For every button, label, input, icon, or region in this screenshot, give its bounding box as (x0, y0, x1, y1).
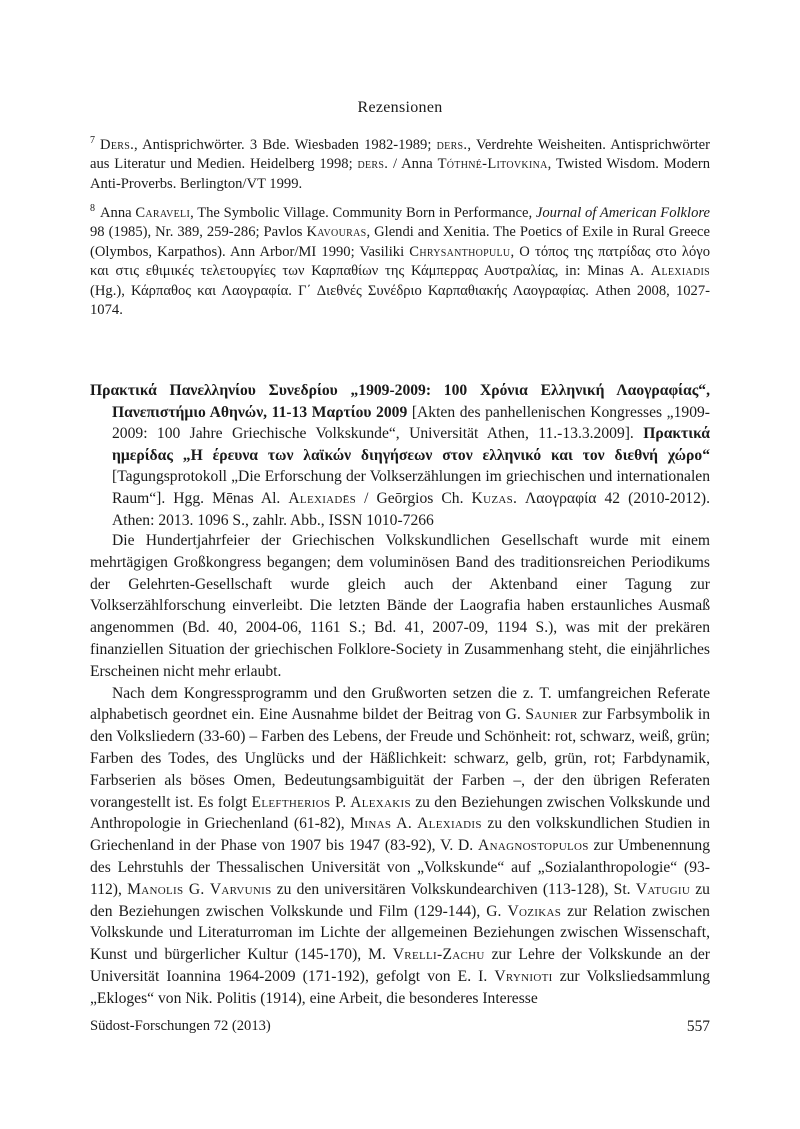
running-header: Rezensionen (357, 99, 443, 116)
journal-citation: Südost-Forschungen 72 (2013) (90, 1018, 271, 1034)
review-citation: Πρακτικά Πανελληνίου Συνεδρίου „1909-2009: 100 Χρόνια Ελληνική Λαογραφίας“, Πανεπιστήμιο Αθηνών, 11-13 Μαρτίου 2009 [Akten des panhellenischen Kongresses „1909-2009: 100 Jahre Griechische Volkskunde“, Universität Athen, 11.-13.3.2009]. Πρακτικά ημερίδας „Η έρευνα των λαϊκών διηγήσεων στον ελληνικό και τον διεθνή χώρο“ [Tagungsprotokoll „Die Erforschung der Volkserzählungen im griechischen und internationalen Raum“]. Hgg. Mēnas Al. Alexiadēs / Geōrgios Ch. Kuzas. Λαογραφία 42 (2010-2012). Athen: 2013. 1096 S., zahlr. Abb., ISSN 1010-7266 (90, 382, 710, 529)
footnote-number: 8 (90, 202, 95, 214)
footnote-7: $^7$ Ders., Antisprichwörter. 3 Bde. Wiesbaden 1982-1989; ders., Verdrehte Weisheiten. Antisprichwörter aus Literatur und Medien. Heidelberg 1998; ders. / Anna Tóthné-Litovkina, Twisted Wisdom. Modern Anti-Proverbs. Berlington/VT 1999. (90, 135, 710, 193)
review-body (90, 530, 710, 1010)
footnote-number: 7 (90, 135, 95, 146)
paragraph-1: Die Hundertjahrfeier der Griechischen Volkskundlichen Gesellschaft wurde mit einem mehrtägigen Großkongress begangen; dem voluminösen Band des traditionsreichen Periodikums der Gelehrten-Gesellschaft wurde gleich auch der Aktenband einer Tagung zur Volkserzählforschung einverleibt. Die letzten Bände der Laografia haben erstaunliches Ausmaß angenommen (Bd. 40, 2004-06, 1161 S.; Bd. 41, 2007-09, 1194 S.), was mit der prekären finanziellen Situation der griechischen Folklore-Society in Zusammenhang steht, die einjährliches Erscheinen nicht mehr erlaubt. (90, 532, 710, 680)
page-footer (90, 1018, 710, 1036)
paragraph-2: Nach dem Kongressprogramm und den Grußworten setzen die z. T. umfangreichen Referate alphabetisch geordnet ein. Eine Ausnahme bildet der Beitrag von G. Saunier zur Farbsymbolik in den Volksliedern (33-60) – Farben des Lebens, der Freude und Schönheit: rot, schwarz, weiß, grün; Farben des Todes, des Unglücks und der Häßlichkeit: schwarz, gelb, grün, rot; Farbdynamik, Farbserien als böses Omen, Bedeutungsambiguität der Farben –, der den übrigen Referaten vorangestellt ist. Es folgt Eleftherios P. Alexakis zu den Beziehungen zwischen Volkskunde und Anthropologie in Griechenland (61-82), Minas A. Alexiadis zu den volkskundlichen Studien in Griechenland in der Phase von 1907 bis 1947 (83-92), V. D. Anagnostopulos zur Umbenennung des Lehrstuhls der Thessalischen Universität von „Volkskunde“ auf „Sozialanthropologie“ (93-112), Manolis G. Varvunis zu den universitären Volkskundearchiven (113-128), St. Vatugiu zu den Beziehungen zwischen Volkskunde und Film (129-144), G. Vozikas zur Relation zwischen Volkskunde und Literaturroman im Lichte der allgemeinen Beziehungen zwischen Wissenschaft, Kunst und bürgerlicher Kultur (145-170), M. Vrelli-Zachu zur Lehre der Volkskunde an der Universität Ioannina 1964-2009 (171-192), gefolgt von E. I. Vryniοti zur Volksliedsammlung „Ekloges“ von Nik. Politis (1914), eine Arbeit, die besonderes Interesse (90, 684, 711, 1007)
footnote-8: $^8$ Anna Caraveli, The Symbolic Village. Community Born in Performance, Journal of American Folklore 98 (1985), Nr. 389, 259-286; Pavlos Kavouras, Glendi and Xenitia. The Poetics of Exile in Rural Greece (Olymbos, Karpathos). Ann Arbor/MI 1990; Vasiliki Chrysanthopulu, Ο τόπος της πατρίδας στο λόγο και στις εθιμικές τελετουργίες των Καρπαθίων της Κάμπερρας Αυστραλίας, in: Minas A. Alexiadis (Hg.), Κάρπαθος και Λαογραφία. Γ΄ Διεθνές Συνέδριο Καρπαθιακής Λαογραφίας. Athen 2008, 1027-1074. (90, 202, 710, 319)
workshop-title-greek: Πρακτικά ημερίδας „Η έρευνα των λαϊκών διηγήσεων στον ελληνικό και τον διεθνή χώρο“ (112, 425, 710, 464)
footnotes (90, 131, 710, 325)
page-number: 557 (686, 1018, 710, 1035)
book-title-greek: Πρακτικά Πανελληνίου Συνεδρίου „1909-2009: 100 Χρόνια Ελληνική Λαογραφίας“, Πανεπιστήμιο Αθηνών, 11-13 Μαρτίου 2009 (90, 382, 710, 421)
